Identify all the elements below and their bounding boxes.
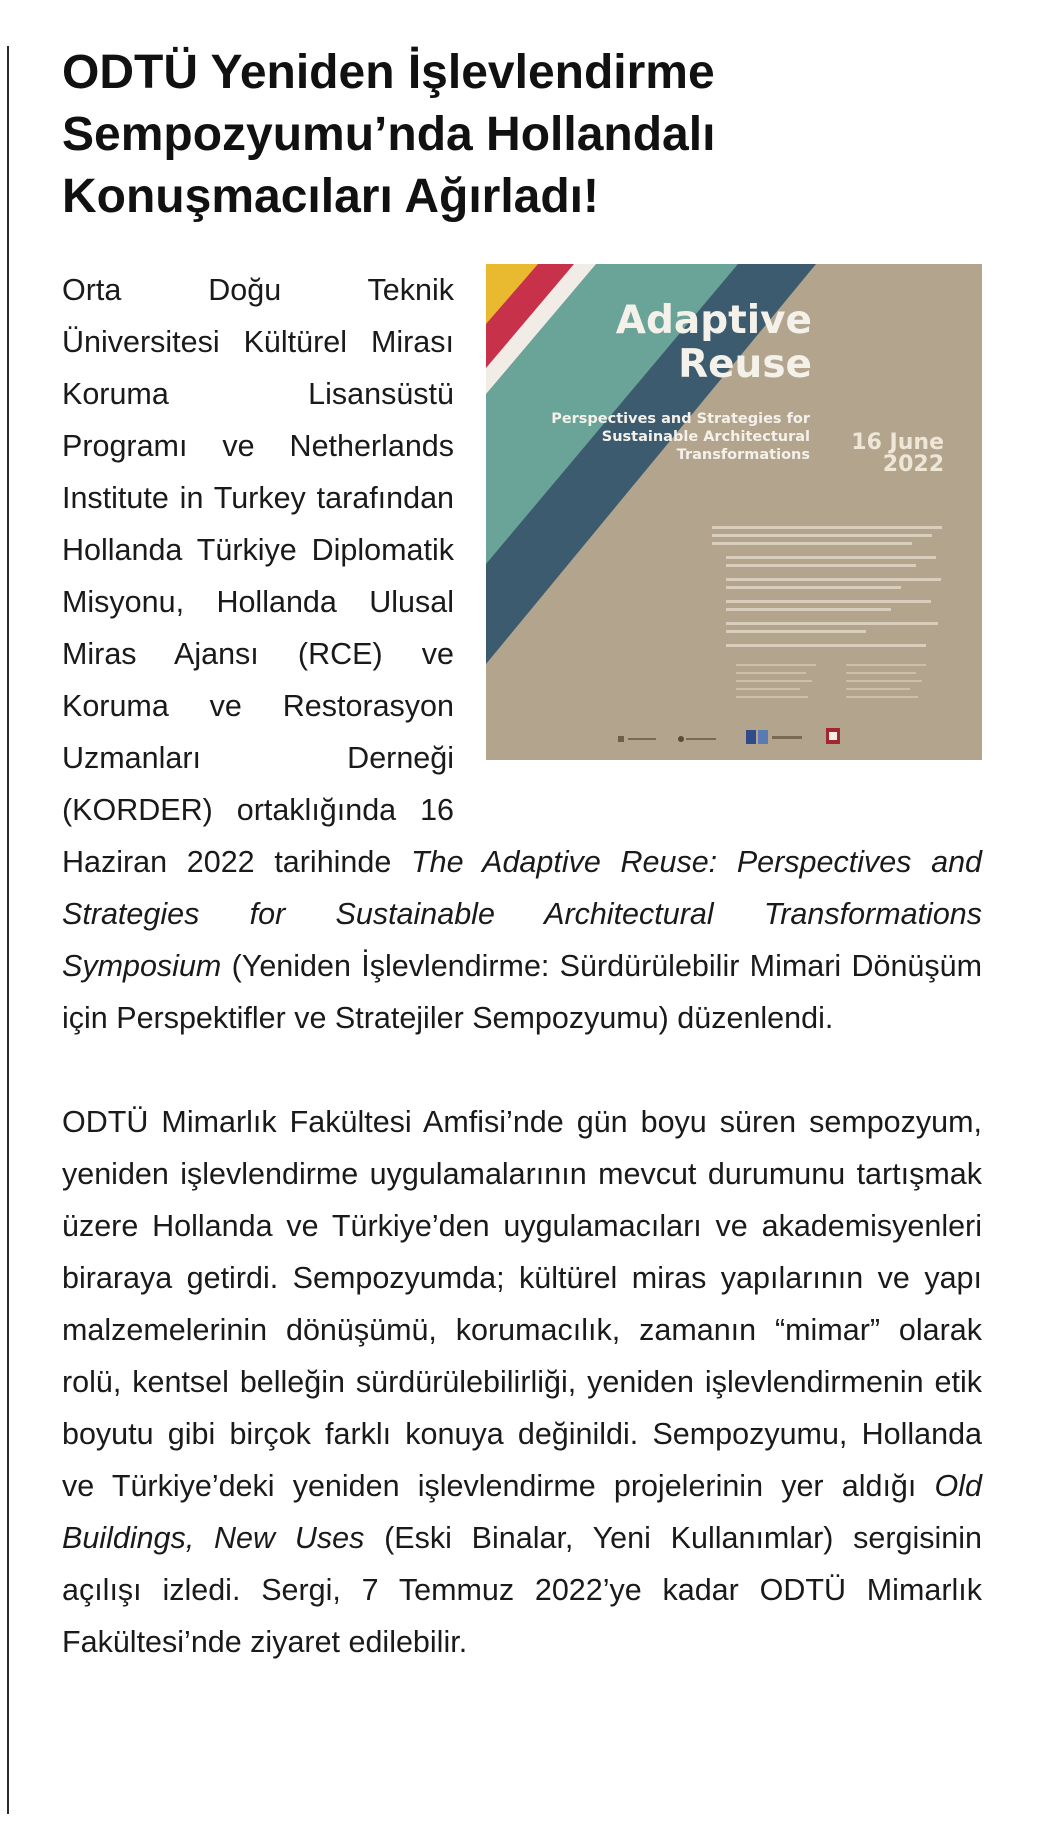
symposium-title-italic: The Adaptive Reuse: Perspectives and Strategies for Sustainable Architectural Transformations Symposium [62, 845, 983, 983]
article-paragraph-2 [62, 1096, 982, 1668]
poster-date: 16 June 2022 [851, 430, 944, 477]
symposium-poster-image [486, 264, 982, 760]
poster-title-line2: Reuse [678, 342, 812, 387]
paragraph-2-text: ODTÜ Mimarlık Fakültesi Amfisi’nde gün boyu süren sempozyum, yeniden işlevlendirme uygulamalarının mevcut durumunu tartışmak üzere Hollanda ve Türkiye’den uygulamacıları ve akademisyenleri biraraya getirdi. Sempozyumda; kültürel miras yapılarının ve yapı malzemelerinin dönüşümü, korumacılık, zamanın “mimar” olarak rolü, kentsel belleğin sürdürülebilirliği, yeniden işlevlendirmenin etik boyutu gibi birçok farklı konuya değinildi. Sempozyumu, Hollanda ve Türkiye’deki yeniden işlevlendirme projelerinin yer aldığı [62, 1105, 982, 1503]
paragraph-2-text-end: (Eski Binalar, Yeni Kullanımlar) sergisinin açılışı izledi. Sergi, 7 Temmuz 2022’ye kadar ODTÜ Mimarlık Fakültesi’nde ziyaret edilebilir. [62, 1521, 983, 1659]
poster-subtitle: Perspectives and Strategies for Sustainable Architectural Transformations [551, 411, 810, 463]
article-body [62, 264, 982, 1668]
exhibition-title-italic: Old Buildings, New Uses [62, 1469, 982, 1555]
article-title: ODTÜ Yeniden İşlevlendirme Sempozyumu’nda Hollandalı Konuşmacıları Ağırladı! [62, 46, 716, 223]
poster-title-line1: Adaptive [615, 298, 812, 343]
paragraph-1-text: Orta Doğu Teknik Üniversitesi Kültürel Mirası Koruma Lisansüstü Programı ve Netherlands Institute in Turkey tarafından Hollanda Türkiye Diplomatik Misyonu, Hollanda Ulusal Miras Ajansı (RCE) ve Koruma ve Restorasyon Uzmanları Derneği (KORDER) ortaklığında 16 Haziran 2022 tarihinde [62, 273, 454, 879]
paragraph-1-text-end: (Yeniden İşlevlendirme: Sürdürülebilir Mimari Dönüşüm için Perspektifler ve Stratejiler Sempozyumu) düzenlendi. [62, 949, 982, 1035]
left-margin-rule [7, 46, 9, 1814]
